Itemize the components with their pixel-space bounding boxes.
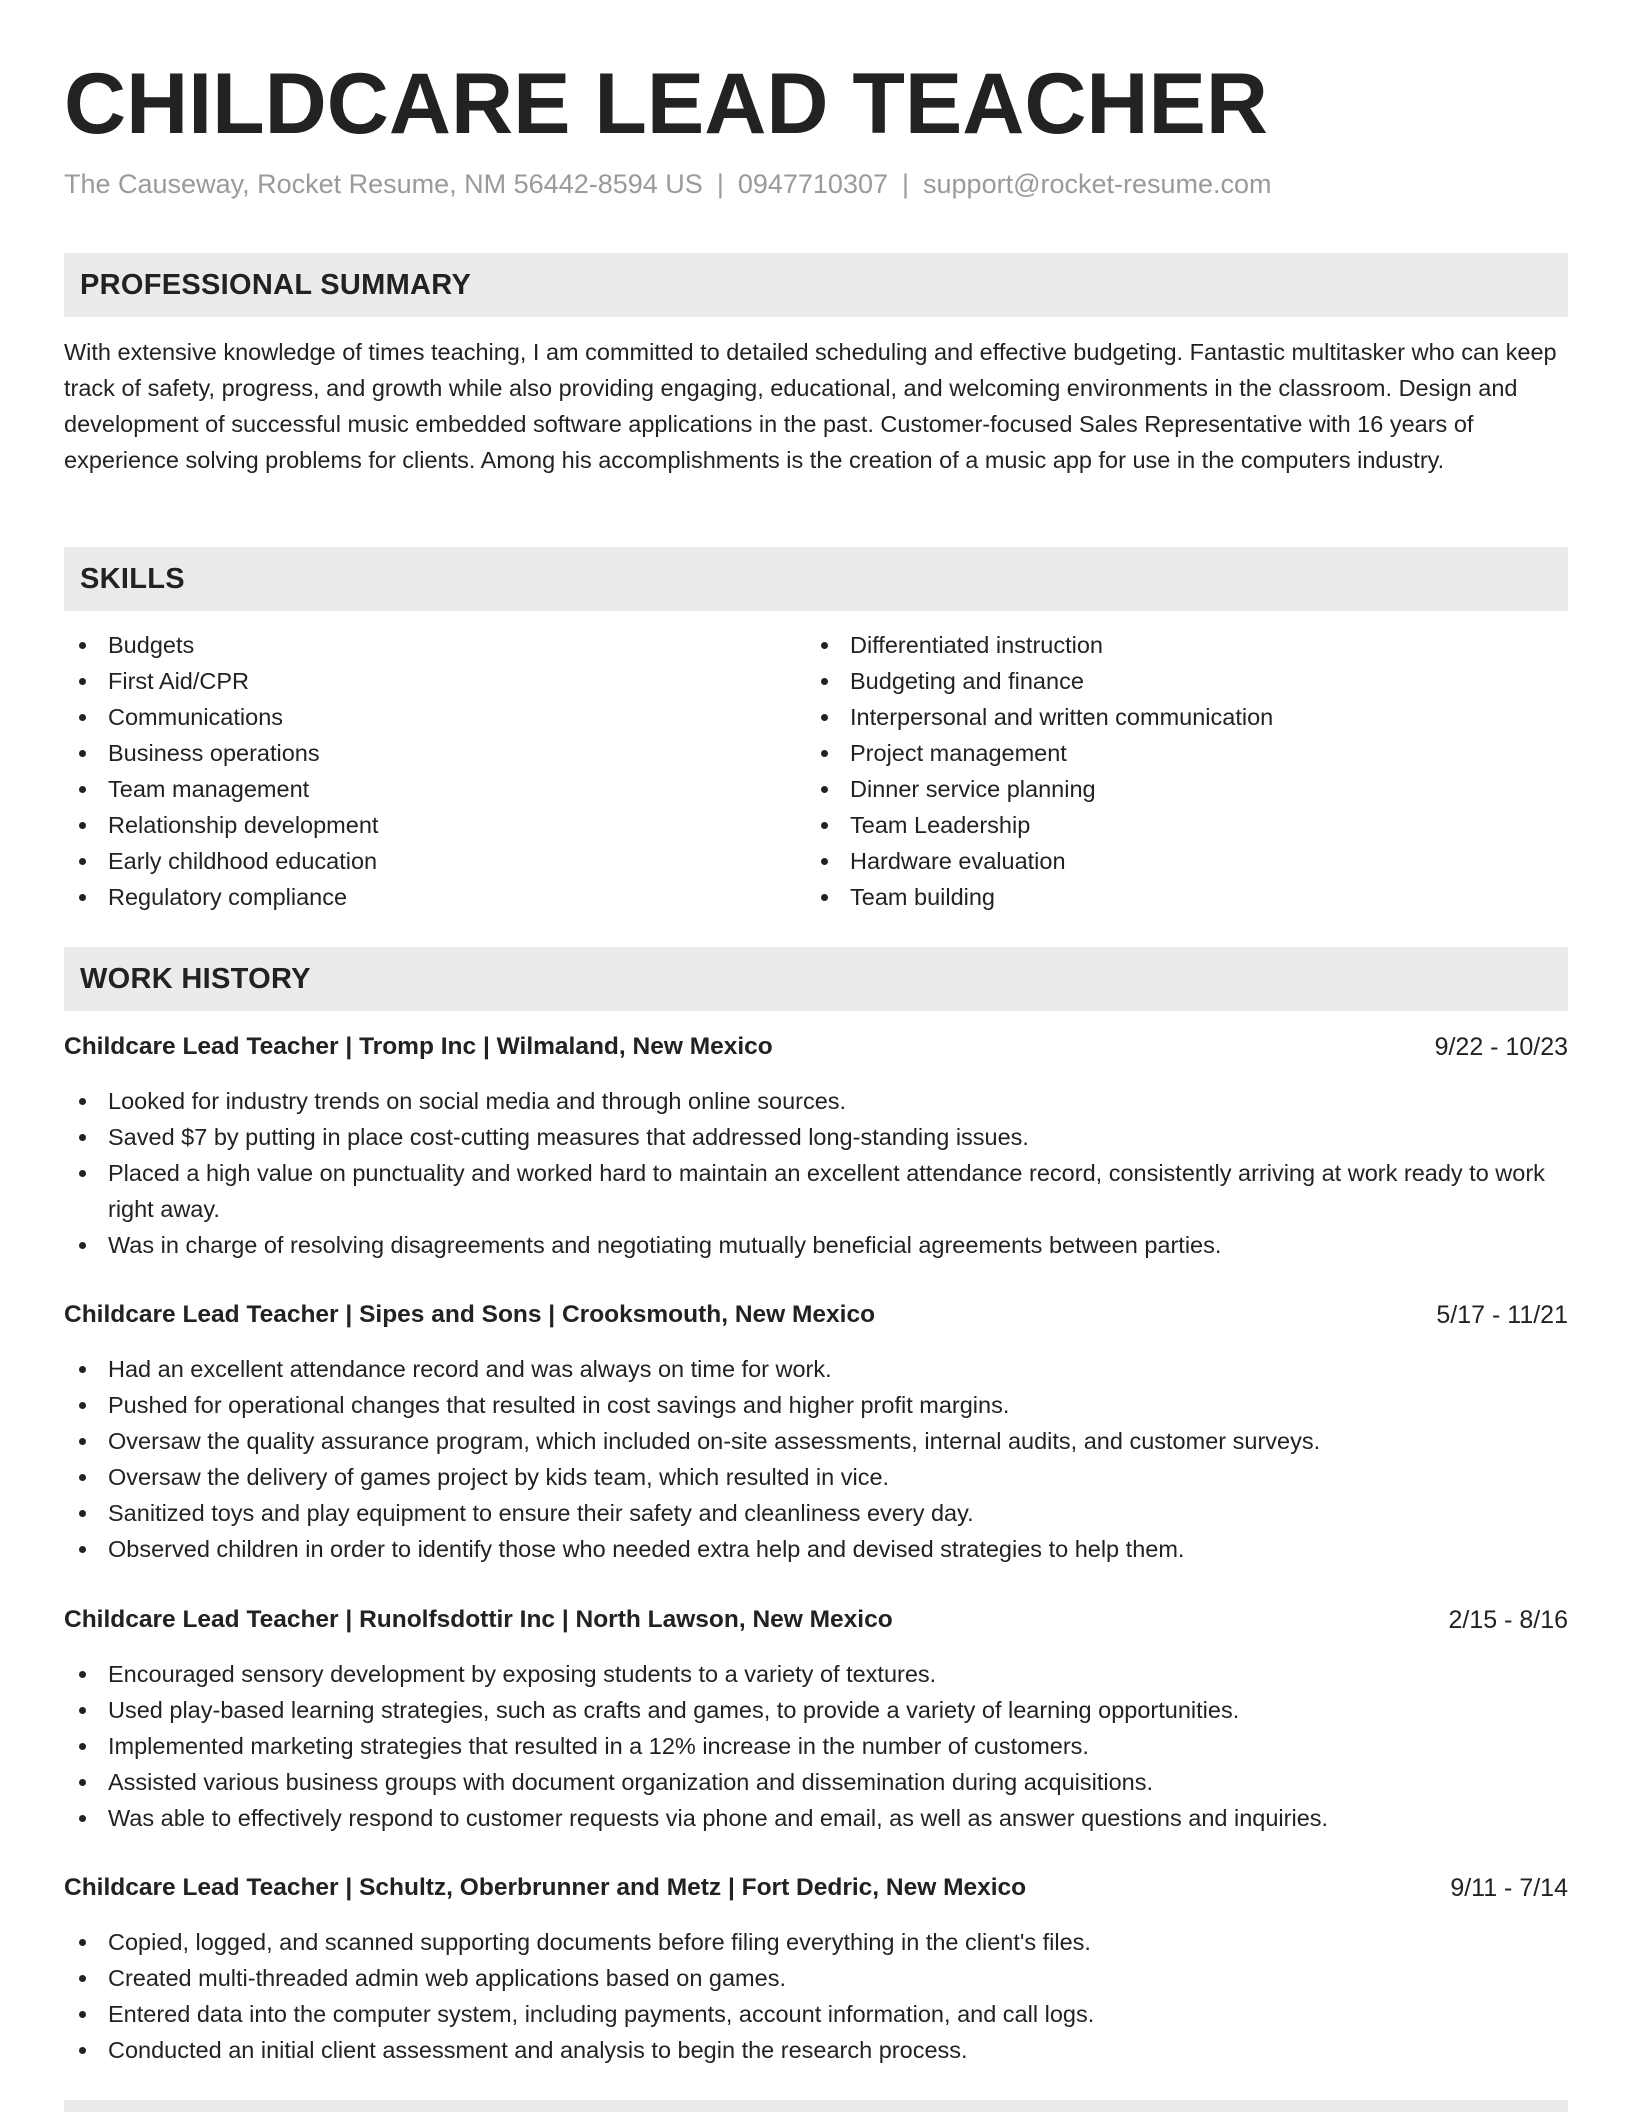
section-header-summary [64, 253, 1568, 317]
job-header [64, 1029, 1568, 1065]
job-title: Childcare Lead Teacher | Tromp Inc | Wilmaland, New Mexico [64, 1033, 773, 1060]
contact-email: support@rocket-resume.com [923, 169, 1272, 199]
section-title-work-history: WORK HISTORY [80, 963, 311, 995]
job-bullet: Entered data into the computer system, including payments, account information, and call logs. [64, 1996, 1568, 2032]
contact-separator: | [902, 169, 910, 199]
job-dates: 2/15 - 8/16 [1448, 1606, 1568, 1634]
job-bullet: Pushed for operational changes that resulted in cost savings and higher profit margins. [64, 1387, 1568, 1423]
job-bullet: Looked for industry trends on social media and through online sources. [64, 1083, 1568, 1119]
contact-phone: 0947710307 [737, 169, 888, 199]
job-dates: 9/11 - 7/14 [1450, 1874, 1568, 1902]
job-bullet: Was able to effectively respond to customer requests via phone and email, as well as answer questions and inquiries. [64, 1800, 1568, 1836]
job-bullet: Created multi-threaded admin web applications based on games. [64, 1960, 1568, 1996]
candidate-name: CHILDCARE LEAD TEACHER [64, 56, 1268, 152]
summary-text: With extensive knowledge of times teaching, I am committed to detailed scheduling and effective budgeting. Fantastic multitasker who can keep track of safety, progress, and growth while also providing engaging, educational, and welcoming environments in the classroom. Design and development of successful music embedded software applications in the past. Customer-focused Sales Representative with 16 years of experience solving problems for clients. Among his accomplishments is the creation of a music app for use in the computers industry. [64, 339, 1557, 473]
skill-item: Communications [64, 699, 804, 735]
section-title-skills: SKILLS [80, 563, 185, 595]
skill-item: Budgeting and finance [806, 663, 1546, 699]
contact-address: The Causeway, Rocket Resume, NM 56442-8594 US [64, 169, 703, 199]
job-bullet: Sanitized toys and play equipment to ensure their safety and cleanliness every day. [64, 1495, 1568, 1531]
job-bullet: Saved $7 by putting in place cost-cutting measures that addressed long-standing issues. [64, 1119, 1568, 1155]
skills-list-left [64, 627, 804, 915]
job-bullet: Conducted an initial client assessment and analysis to begin the research process. [64, 2032, 1568, 2068]
job-bullet: Assisted various business groups with document organization and dissemination during acquisitions. [64, 1764, 1568, 1800]
section-header-work-history [64, 947, 1568, 1011]
skill-item: Team building [806, 879, 1546, 915]
job-bullet: Was in charge of resolving disagreements and negotiating mutually beneficial agreements between parties. [64, 1227, 1568, 1263]
next-section-header-edge [64, 2100, 1568, 2112]
job-bullet: Used play-based learning strategies, such as crafts and games, to provide a variety of learning opportunities. [64, 1692, 1568, 1728]
job-bullet-list [64, 1083, 1568, 1263]
job-bullet: Oversaw the quality assurance program, which included on-site assessments, internal audits, and customer surveys. [64, 1423, 1568, 1459]
job-bullet: Copied, logged, and scanned supporting documents before filing everything in the client's files. [64, 1924, 1568, 1960]
skill-item: Relationship development [64, 807, 804, 843]
section-title-summary: PROFESSIONAL SUMMARY [80, 269, 472, 301]
job-bullet: Implemented marketing strategies that resulted in a 12% increase in the number of customers. [64, 1728, 1568, 1764]
job-title: Childcare Lead Teacher | Sipes and Sons | Crooksmouth, New Mexico [64, 1301, 876, 1328]
job-bullet: Placed a high value on punctuality and worked hard to maintain an excellent attendance record, consistently arriving at work ready to work right away. [64, 1155, 1568, 1227]
skill-item: Business operations [64, 735, 804, 771]
job-header [64, 1297, 1568, 1333]
section-header-skills [64, 547, 1568, 611]
job-bullet: Observed children in order to identify those who needed extra help and devised strategies to help them. [64, 1531, 1568, 1567]
skills-list-right [806, 627, 1546, 915]
skill-item: Regulatory compliance [64, 879, 804, 915]
skill-item: Differentiated instruction [806, 627, 1546, 663]
job-bullet: Encouraged sensory development by exposing students to a variety of textures. [64, 1656, 1568, 1692]
skill-item: Budgets [64, 627, 804, 663]
job-dates: 9/22 - 10/23 [1434, 1033, 1568, 1061]
job-bullet-list [64, 1656, 1568, 1836]
contact-line [64, 166, 1272, 202]
skill-item: Early childhood education [64, 843, 804, 879]
job-title: Childcare Lead Teacher | Runolfsdottir Inc | North Lawson, New Mexico [64, 1606, 893, 1633]
skill-item: Team Leadership [806, 807, 1546, 843]
job-bullet: Oversaw the delivery of games project by kids team, which resulted in vice. [64, 1459, 1568, 1495]
contact-separator: | [716, 169, 724, 199]
job-title: Childcare Lead Teacher | Schultz, Oberbrunner and Metz | Fort Dedric, New Mexico [64, 1874, 1027, 1901]
job-header [64, 1602, 1568, 1638]
job-bullet-list [64, 1924, 1568, 2068]
skill-item: Hardware evaluation [806, 843, 1546, 879]
skill-item: Dinner service planning [806, 771, 1546, 807]
job-header [64, 1870, 1568, 1906]
skill-item: Team management [64, 771, 804, 807]
job-dates: 5/17 - 11/21 [1436, 1301, 1568, 1329]
job-bullet: Had an excellent attendance record and was always on time for work. [64, 1351, 1568, 1387]
skill-item: First Aid/CPR [64, 663, 804, 699]
skill-item: Project management [806, 735, 1546, 771]
skill-item: Interpersonal and written communication [806, 699, 1546, 735]
job-bullet-list [64, 1351, 1568, 1567]
